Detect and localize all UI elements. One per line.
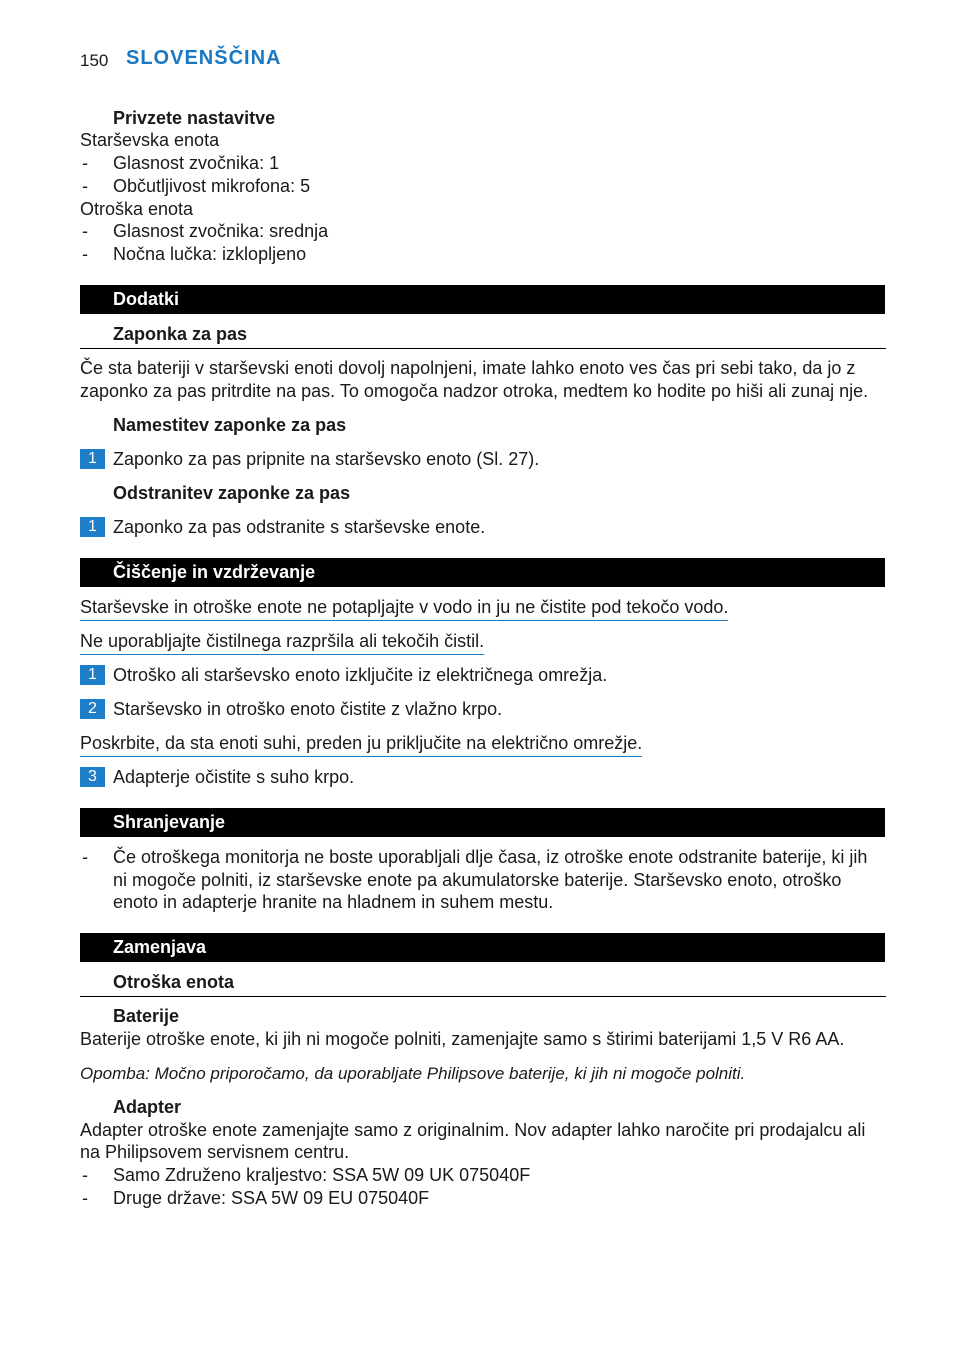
warning-text: Ne uporabljajte čistilnega razpršila ali tekočih čistil. (80, 630, 484, 655)
divider (80, 348, 886, 349)
list-item: Občutljivost mikrofona: 5 (113, 176, 311, 196)
list-item: Glasnost zvočnika: 1 (113, 153, 280, 173)
divider (80, 996, 886, 997)
paragraph-line: Če otroškega monitorja ne boste uporabljali dlje časa, iz otroške enote odstranite baterije, ki jih (113, 847, 868, 867)
list-dash: - (82, 1165, 88, 1185)
list-dash: - (82, 176, 88, 196)
list-dash: - (82, 1188, 88, 1208)
list-dash: - (82, 153, 88, 173)
section-heading: Dodatki (113, 289, 180, 309)
paragraph-line: Baterije otroške enote, ki jih ni mogoče polniti, zamenjajte samo s štirimi baterijami 1,5 V R6 AA. (80, 1029, 845, 1049)
step-text: Zaponko za pas odstranite s starševske enote. (113, 517, 486, 537)
section-bar-cleaning (80, 558, 885, 587)
step-number: 1 (80, 449, 105, 469)
paragraph-line: zaponko za pas pritrdite na pas. To omogoča nadzor otroka, medtem ko hodite po hiši ali zunaj nje. (80, 381, 869, 401)
paragraph-line: na Philipsovem servisnem centru. (80, 1142, 350, 1162)
baby-unit-subheading: Otroška enota (113, 972, 235, 992)
note-text: Opomba: Močno priporočamo, da uporabljate Philipsove baterije, ki jih ni mogoče polniti. (80, 1064, 746, 1083)
step-text: Zaponko za pas pripnite na starševsko enoto (Sl. 27). (113, 449, 540, 469)
warning-text: Poskrbite, da sta enoti suhi, preden ju priključite na električno omrežje. (80, 732, 642, 757)
remove-clip-title: Odstranitev zaponke za pas (113, 483, 351, 503)
step-text: Starševsko in otroško enoto čistite z vlažno krpo. (113, 699, 503, 719)
attach-clip-title: Namestitev zaponke za pas (113, 415, 347, 435)
step-text: Adapterje očistite s suho krpo. (113, 767, 355, 787)
language-title: SLOVENŠČINA (126, 47, 282, 69)
list-item: Samo Združeno kraljestvo: SSA 5W 09 UK 075040F (113, 1165, 531, 1185)
paragraph-line: Adapter otroške enote zamenjajte samo z originalnim. Nov adapter lahko naročite pri prodajalcu ali (80, 1120, 866, 1140)
step-number: 2 (80, 699, 105, 719)
list-dash: - (82, 244, 88, 264)
step-number: 3 (80, 767, 105, 787)
batteries-title: Baterije (113, 1006, 180, 1026)
belt-clip-subheading: Zaponka za pas (113, 324, 248, 344)
section-heading: Shranjevanje (113, 812, 226, 832)
adapter-title: Adapter (113, 1097, 182, 1117)
paragraph-line: Če sta bateriji v starševski enoti dovolj napolnjeni, imate lahko enoto ves čas pri sebi tako, da jo z (80, 358, 856, 378)
list-item: Glasnost zvočnika: srednja (113, 221, 329, 241)
page-number: 150 (80, 51, 109, 70)
list-dash: - (82, 847, 88, 867)
section-bar-replacement (80, 933, 885, 962)
section-heading: Čiščenje in vzdrževanje (113, 562, 316, 582)
list-dash: - (82, 221, 88, 241)
list-item: Nočna lučka: izklopljeno (113, 244, 307, 264)
step-number: 1 (80, 665, 105, 685)
list-item: Druge države: SSA 5W 09 EU 075040F (113, 1188, 430, 1208)
paragraph-line: enoto in adapterje hranite na hladnem in suhem mestu. (113, 892, 554, 912)
step-text: Otroško ali starševsko enoto izključite iz električnega omrežja. (113, 665, 608, 685)
paragraph-line: ni mogoče polniti, iz starševske enote pa akumulatorske baterije. Starševsko enoto, otroško (113, 870, 842, 890)
default-settings-title: Privzete nastavitve (113, 108, 276, 128)
section-heading: Zamenjava (113, 937, 207, 957)
warning-text: Starševske in otroške enote ne potapljajte v vodo in ju ne čistite pod tekočo vodo. (80, 596, 728, 621)
step-number: 1 (80, 517, 105, 537)
section-bar-accessories (80, 285, 885, 314)
baby-unit-label: Otroška enota (80, 199, 194, 219)
section-bar-storage (80, 808, 885, 837)
parent-unit-label: Starševska enota (80, 130, 220, 150)
